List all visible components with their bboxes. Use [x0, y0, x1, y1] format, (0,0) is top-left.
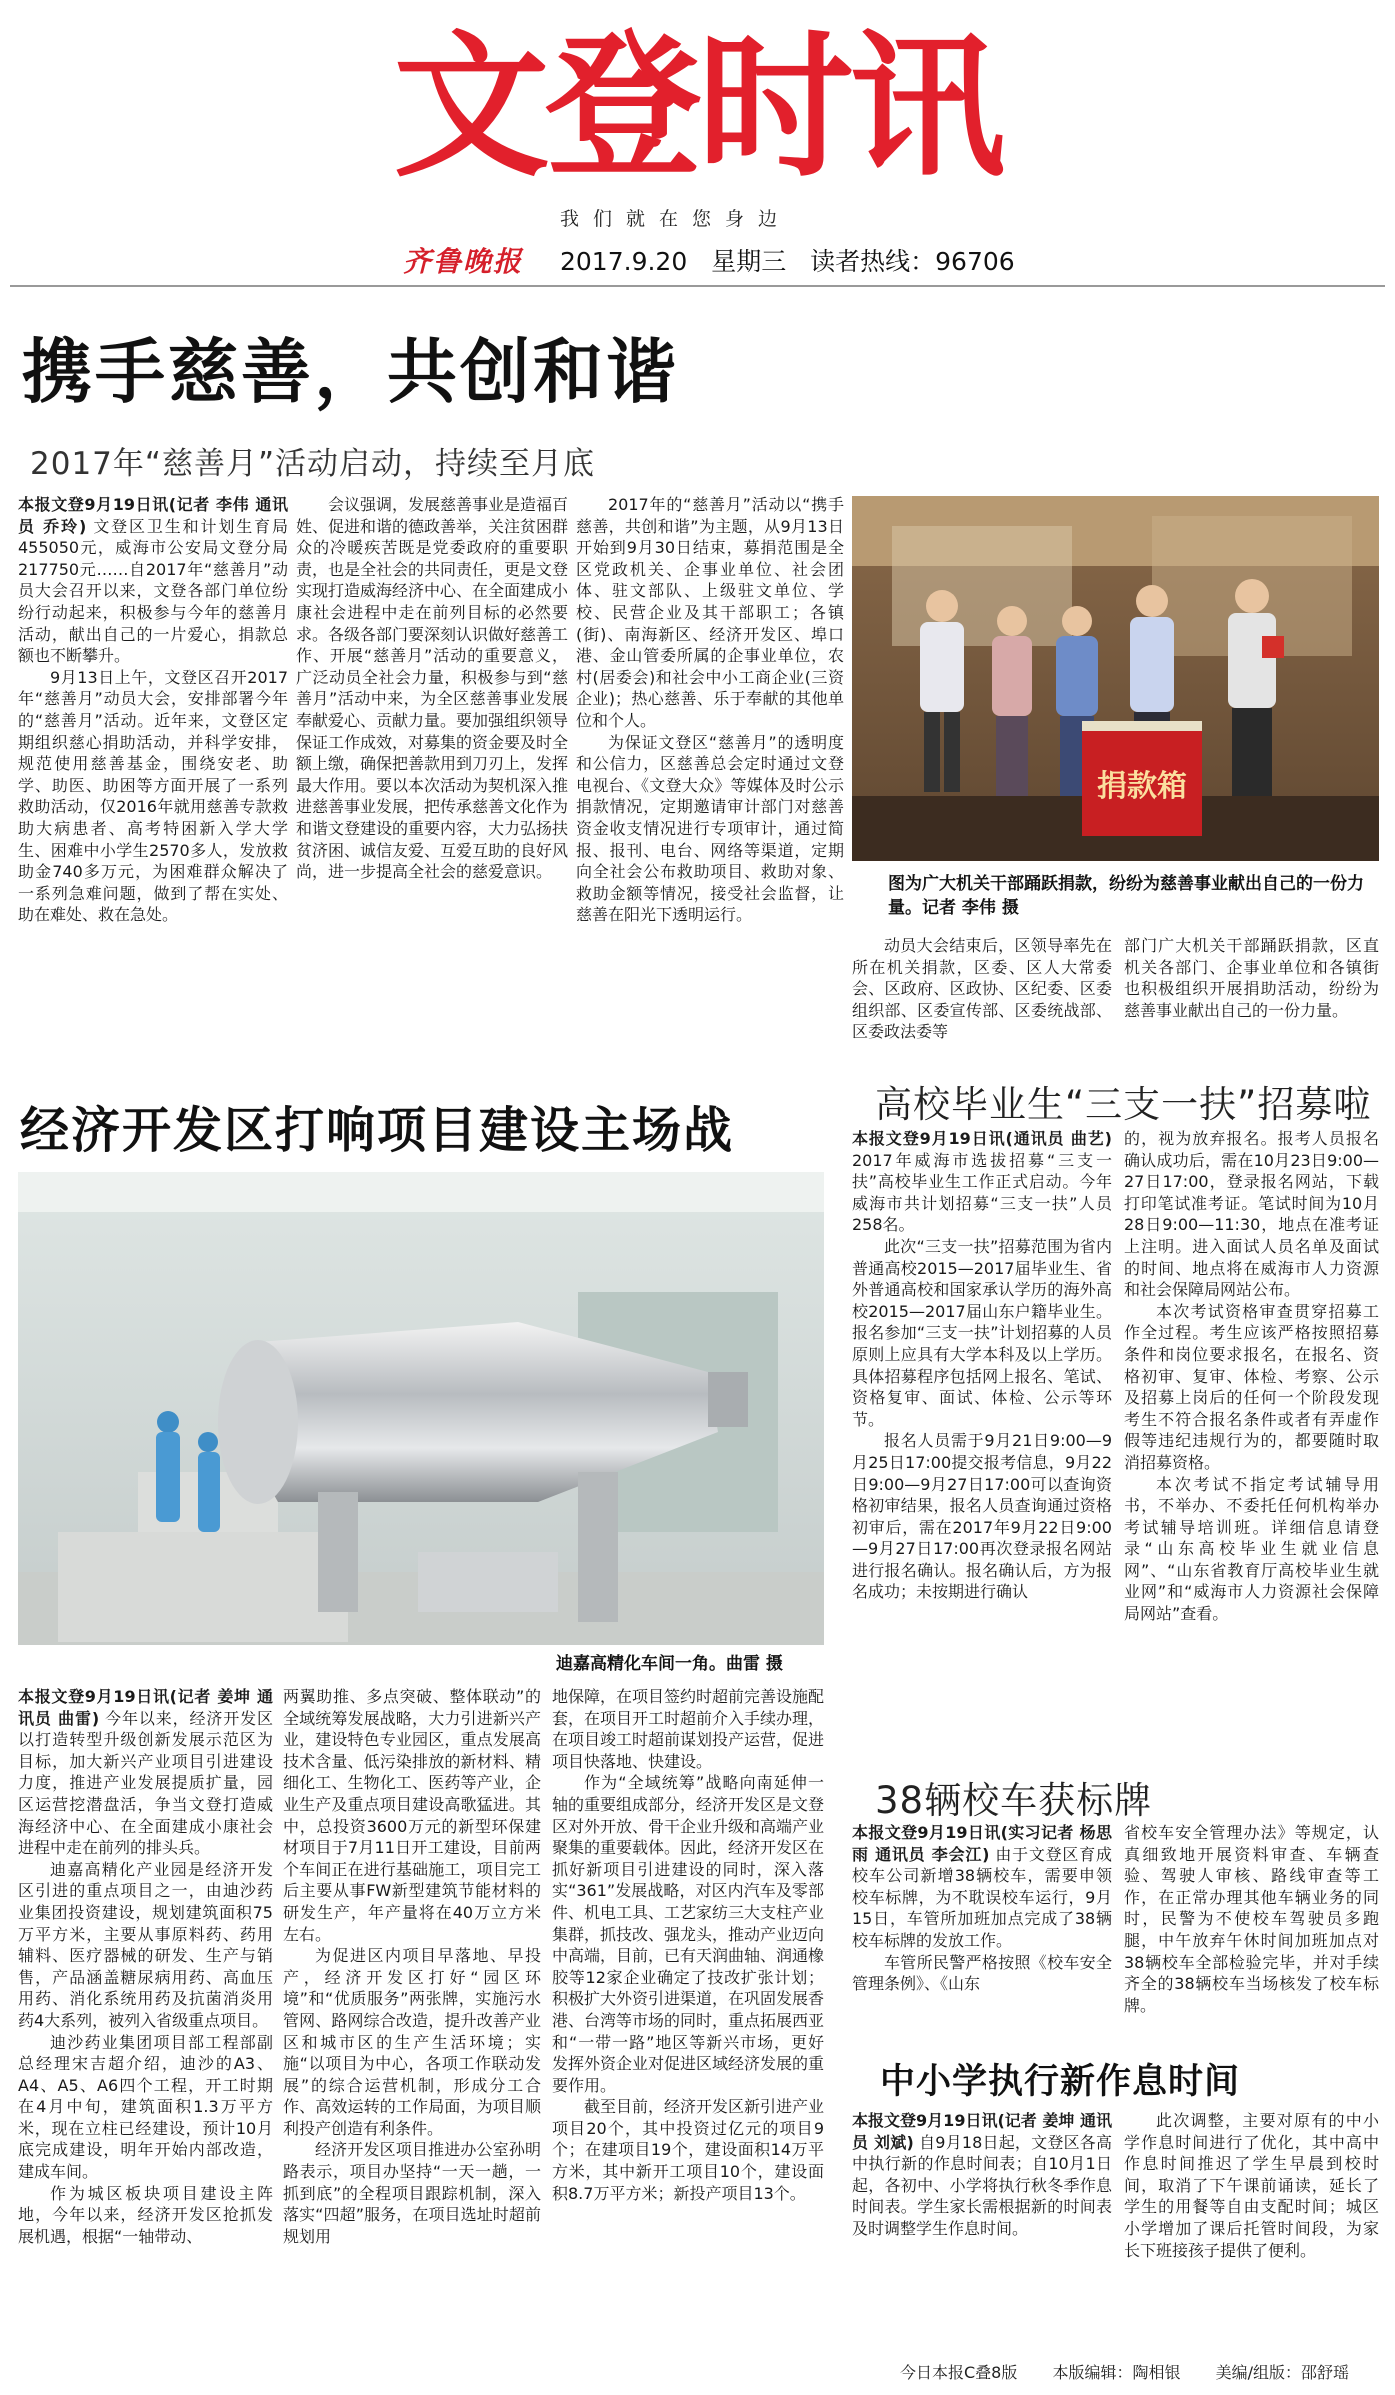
story1-subhead: 2017年“慈善月”活动启动，持续至月底 — [30, 446, 596, 482]
story3-col2-para2: 本次考试资格审查贯穿招募工作全过程。考生应该严格按照招募条件和岗位要求报名，在报名、资格初审、复审、体检、考察、公示及招募上岗后的任何一个阶段发现考生不符合报名条件或者有弄虚作假等违纪违规行为的，都要随时取消招募资格。 — [1124, 1301, 1379, 1472]
story2-col1-text: 今年以来，经济开发区以打造转型升级创新发展示范区为目标，加大新兴产业项目引进建设力度，推进产业发展提质扩量，园区运营挖潜盘活，争当文登打造威海经济中心、在全面建成小康社会进程中走在前列的排头兵。 — [18, 1708, 273, 1858]
story2-col3-para2: 作为“全域统筹”战略向南延伸一轴的重要组成部分，经济开发区是文登区对外开放、骨干企业升级和高端产业聚集的重要载体。因此，经济开发区在抓好新项目引进建设的同时，深入落实“361”发展战略，对区内汽车及零部件、机电工具、工艺家纺三大支柱产业集群，抓技改、强龙头，推动产业迈向中高端，目前，已有天润曲轴、润通橡胶等12家企业确定了技改扩张计划；积极扩大外资引进渠道，在巩固发展香港、台湾等市场的同时，重点拓展西亚和“一带一路”地区等新兴市场，更好发挥外资企业对促进区域经济发展的重要作用。 — [552, 1773, 824, 2095]
story4-byline: 本报文登9月19日讯(实习记者 杨思雨 通讯员 李会江) — [852, 1823, 1112, 1864]
story3-column-2 — [1124, 1128, 1379, 1776]
story3-col2-para1: 的，视为放弃报名。报考人员报名确认成功后，需在10月23日9:00—27日17:00，登录报名网站，下载打印笔试准考证。笔试时间为10月28日9:00—11:30，地点在准考证上注明。进入面试人员名单及面试的时间、地点将在威海市人力资源和社会保障局网站公布。 — [1124, 1129, 1379, 1300]
story2-col1-para4: 作为城区板块项目建设主阵地，今年以来，经济开发区抢抓发展机遇，根据“一轴带动、 — [18, 2183, 273, 2246]
story2-col2-para3: 经济开发区项目推进办公室孙明路表示，项目办坚持“一天一趟，一抓到底”的全程项目跟踪机制，深入落实“四超”服务，在项目选址时超前规划用 — [283, 2140, 541, 2246]
story1-col4-text: 动员大会结束后，区领导率先在所在机关捐款，区委、区人大常委会、区政府、区政协、区纪委、区委组织部、区委宣传部、区委统战部、区委政法委等 — [852, 936, 1112, 1042]
story2-col3-para3: 截至目前，经济开发区新引进产业项目20个，其中投资过亿元的项目9个；在建项目19个，建设面积14万平方米，其中新开工项目10个，建设面积8.7万平方米；新投产项目13个。 — [552, 2097, 824, 2203]
issue-weekday: 星期三 — [711, 247, 787, 276]
story2-column-3 — [552, 1686, 824, 2334]
story1-col1-para2: 9月13日上午，文登区召开2017年“慈善月”动员大会，安排部署今年的“慈善月”活动。近年来，文登区定期组织慈心捐助活动，并科学安排，规范使用慈善基金，围绕安老、助学、助医、助困等方面开展了一系列救助活动，仅2016年就用慈善专款救助大病患者、高考特困新入学大学生、困难中小学生2570多人，发放救助金740多万元，为困难群众解决了一系列急难问题，做到了帮在实处、助在难处、救在急处。 — [18, 667, 288, 925]
story3-column-1 — [852, 1128, 1112, 1776]
donation-box-label: 捐款箱 — [1097, 769, 1187, 804]
story2-photo-caption: 迪嘉高精化车间一角。曲雷 摄 — [556, 1654, 783, 1674]
dateline — [560, 242, 1031, 278]
paper-logo: 齐鲁晚报 — [403, 245, 524, 278]
story1-headline: 携手慈善，共创和谐 — [22, 331, 679, 413]
story4-column-2 — [1124, 1822, 1379, 2044]
story1-column-1 — [18, 494, 288, 1064]
story1-column-3 — [576, 494, 844, 1064]
story2-byline: 本报文登9月19日讯(记者 姜坤 通讯员 曲雷) — [18, 1687, 273, 1728]
story1-col2-text: 会议强调，发展慈善事业是造福百姓、促进和谐的德政善举，关注贫困群众的冷暖疾苦既是党委政府的重要职责，也是全社会的共同责任，更是文登实现打造威海经济中心、在全面建成小康社会进程中走在前列目标的必然要求。各级各部门要深刻认识做好慈善工作、开展“慈善月”活动的重要意义，广泛动员全社会力量，积极参与到“慈善月”活动中来，为全区慈善事业发展奉献爱心、贡献力量。要加强组织领导保证工作成效，对募集的资金要及时全额上缴，确保把善款用到刀刃上，发挥最大作用。要以本次活动为契机深入推进慈善事业发展，把传承慈善文化作为和谐文登建设的重要内容，大力弘扬扶贫济困、诚信友爱、互爱互助的良好风尚，进一步提高全社会的慈爱意识。 — [296, 495, 568, 882]
story2-col1-para3: 迪沙药业集团项目部工程部副总经理宋吉超介绍，迪沙的A3、A4、A5、A6四个工程，开工时期在4月中旬，建筑面积1.3万平方米，现在立柱已经建设，预计10月底完成建设，明年开始内部改造，建成车间。 — [18, 2032, 273, 2182]
story4-col1-text: 由于文登区育成校车公司新增38辆校车，需要申领校车标牌，为不耽误校车运行，9月15日，车管所加班加点完成了38辆校车标牌的发放工作。 — [852, 1844, 1112, 1950]
masthead-divider — [10, 285, 1385, 287]
story4-col2-text: 省校车安全管理办法》等规定，认真细致地开展资料审查、车辆查验、驾驶人审核、路线审查等工作，在正常办理其他车辆业务的同时，民警为不使校车驾驶员多跑腿，中午放弃午休时间加班加点对38辆校车全部检验完毕，并对手续齐全的38辆校车当场核发了校车标牌。 — [1124, 1823, 1379, 2015]
story4-headline: 38辆校车获标牌 — [875, 1779, 1153, 1822]
story2-column-2 — [283, 1686, 541, 2334]
factory-mixer-photo — [18, 1172, 824, 1645]
story5-byline: 本报文登9月19日讯(记者 姜坤 通讯员 刘斌) — [852, 2111, 1112, 2152]
page-footer — [900, 2360, 1379, 2383]
story1-column-2 — [296, 494, 568, 1064]
story2-column-1 — [18, 1686, 273, 2334]
story4-col1-para2: 车管所民警严格按照《校车安全管理条例》、《山东 — [852, 1952, 1112, 1994]
footer-editor: 本版编辑：陶相银 — [1052, 2363, 1181, 2382]
story2-col3-para1: 地保障，在项目签约时超前完善设施配套，在项目开工时超前介入手续办理，在项目竣工时超前谋划投产运营，促进项目快落地、快建设。 — [552, 1687, 824, 1771]
story3-byline: 本报文登9月19日讯(通讯员 曲艺) — [852, 1129, 1112, 1148]
story2-headline: 经济开发区打响项目建设主场战 — [20, 1102, 735, 1159]
masthead-title: 文登时讯 — [393, 16, 1002, 198]
story2-col1-para2: 迪嘉高精化产业园是经济开发区引进的重点项目之一，由迪沙药业集团投资建设，规划建筑面积75万平方米，主要从事原料药、药用辅料、医疗器械的研发、生产与销售，产品涵盖糖尿病用药、高血压用药、消化系统用药及抗菌消炎用药4大系列，被列入省级重点项目。 — [18, 1859, 273, 2030]
story2-col2-para2: 为促进区内项目早落地、早投产，经济开发区打好“园区环境”和“优质服务”两张牌，实施污水管网、路网综合改造，提升改善产业区和城市区的生产生活环境；实施“以项目为中心，各项工作联动发展”的综合运营机制，形成分工合作、高效运转的工作局面，为项目顺利投产创造有利条件。 — [283, 1946, 541, 2138]
story3-col1-text: 2017年威海市选拔招募“三支一扶”高校毕业生工作正式启动。今年威海市共计划招募“三支一扶”人员258名。 — [852, 1150, 1112, 1235]
issue-date: 2017.9.20 — [560, 247, 688, 276]
story5-column-1 — [852, 2110, 1112, 2346]
story1-col3-para2: 为保证文登区“慈善月”的透明度和公信力，区慈善总会定时通过文登电视台、《文登大众》等媒体及时公示捐款情况，定期邀请审计部门对慈善资金收支情况进行专项审计，通过简报、报刊、电台、网络等渠道，定期向全社会公布救助项目、救助对象、救助金额等情况，接受社会监督，让慈善在阳光下透明运行。 — [576, 732, 844, 925]
story5-headline: 中小学执行新作息时间 — [880, 2062, 1241, 2102]
story1-col3-para1: 2017年的“慈善月”活动以“携手慈善，共创和谐”为主题，从9月13日开始到9月30日结束，募捐范围是全区党政机关、企事业单位、社会团体、驻文部队、上级驻文单位、学校、民营企业及其干部职工；各镇(街)、南海新区、经济开发区、埠口港、金山管委所属的企事业单位，农村(居委会)和社会中小工商企业(三资企业)；热心慈善、乐于奉献的其他单位和个人。 — [576, 495, 844, 730]
reader-hotline: 读者热线：96706 — [810, 247, 1015, 276]
footer-pages: 今日本报C叠8版 — [900, 2363, 1018, 2382]
story3-col2-para3: 本次考试不指定考试辅导用书，不举办、不委托任何机构举办考试辅导培训班。详细信息请登录“山东高校毕业生就业信息网”、“山东省教育厅高校毕业生就业网”和“威海市人力资源社会保障局网站”查看。 — [1124, 1474, 1379, 1624]
story1-byline: 本报文登9月19日讯(记者 李伟 通讯员 乔玲) — [18, 495, 288, 536]
story3-col1-para2: 此次“三支一扶”招募范围为省内普通高校2015—2017届毕业生、省外普通高校和国家承认学历的海外高校2015—2017届山东户籍毕业生。报名参加“三支一扶”计划招募的人员原则上应具有大学本科及以上学历。具体招募程序包括网上报名、笔试、资格复审、面试、体检、公示等环节。 — [852, 1236, 1112, 1429]
story3-headline: 高校毕业生“三支一扶”招募啦 — [875, 1083, 1372, 1126]
story5-column-2 — [1124, 2110, 1379, 2346]
story1-photo-caption: 图为广大机关干部踊跃捐款，纷纷为慈善事业献出自己的一份力量。记者 李伟 摄 — [888, 874, 1364, 918]
footer-designer: 美编/组版：邵舒瑶 — [1215, 2363, 1349, 2382]
story1-col1-text: 文登区卫生和计划生育局455050元，威海市公安局文登分局217750元……自2017年“慈善月”动员大会召开以来，文登各部门单位纷纷行动起来，积极参与今年的慈善月活动，献出自己的一片爱心，捐款总额也不断攀升。 — [18, 516, 288, 666]
story5-col1-text: 自9月18日起，文登区各高中执行新的作息时间表；自10月1日起，各初中、小学将执行秋冬季作息时间表。学生家长需根据新的时间表及时调整学生作息时间。 — [852, 2132, 1112, 2238]
story4-column-1 — [852, 1822, 1112, 2044]
masthead-slogan: 我们就在您身边 — [560, 208, 792, 230]
charity-donation-photo — [852, 496, 1379, 861]
story5-col2-text: 此次调整，主要对原有的中小学作息时间进行了优化，其中高中作息时间推迟了学生早晨到校时间，取消了下午课前诵读，延长了学生的用餐等自由支配时间；城区小学增加了课后托管时间段，为家长下班接孩子提供了便利。 — [1124, 2111, 1379, 2260]
story1-column-5 — [1124, 935, 1379, 1063]
story2-col2-para1: 两翼助推、多点突破、整体联动”的全域统筹发展战略，大力引进新兴产业，建设特色专业园区，重点发展高技术含量、低污染排放的新材料、精细化工、生物化工、医药等产业，企业生产及重点项目建设高歌猛进。其中，总投资3600万元的新型环保建材项目于7月11日开工建设，目前两个车间正在进行基础施工，项目完工后主要从事FW新型建筑节能材料的研发生产，年产量将在40万立方米左右。 — [283, 1687, 541, 1944]
story1-column-4 — [852, 935, 1112, 1063]
story3-col1-para3: 报名人员需于9月21日9:00—9月25日17:00提交报考信息，9月22日9:00—9月27日17:00可以查询资格初审结果，报名人员查询通过资格初审后，需在2017年9月22日9:00—9月27日17:00再次登录报名网站进行报名确认。报名确认后，方为报名成功；未按期进行确认 — [852, 1431, 1112, 1602]
story1-col5-text: 部门广大机关干部踊跃捐款，区直机关各部门、企事业单位和各镇街也积极组织开展捐助活动，纷纷为慈善事业献出自己的一份力量。 — [1124, 936, 1379, 1020]
